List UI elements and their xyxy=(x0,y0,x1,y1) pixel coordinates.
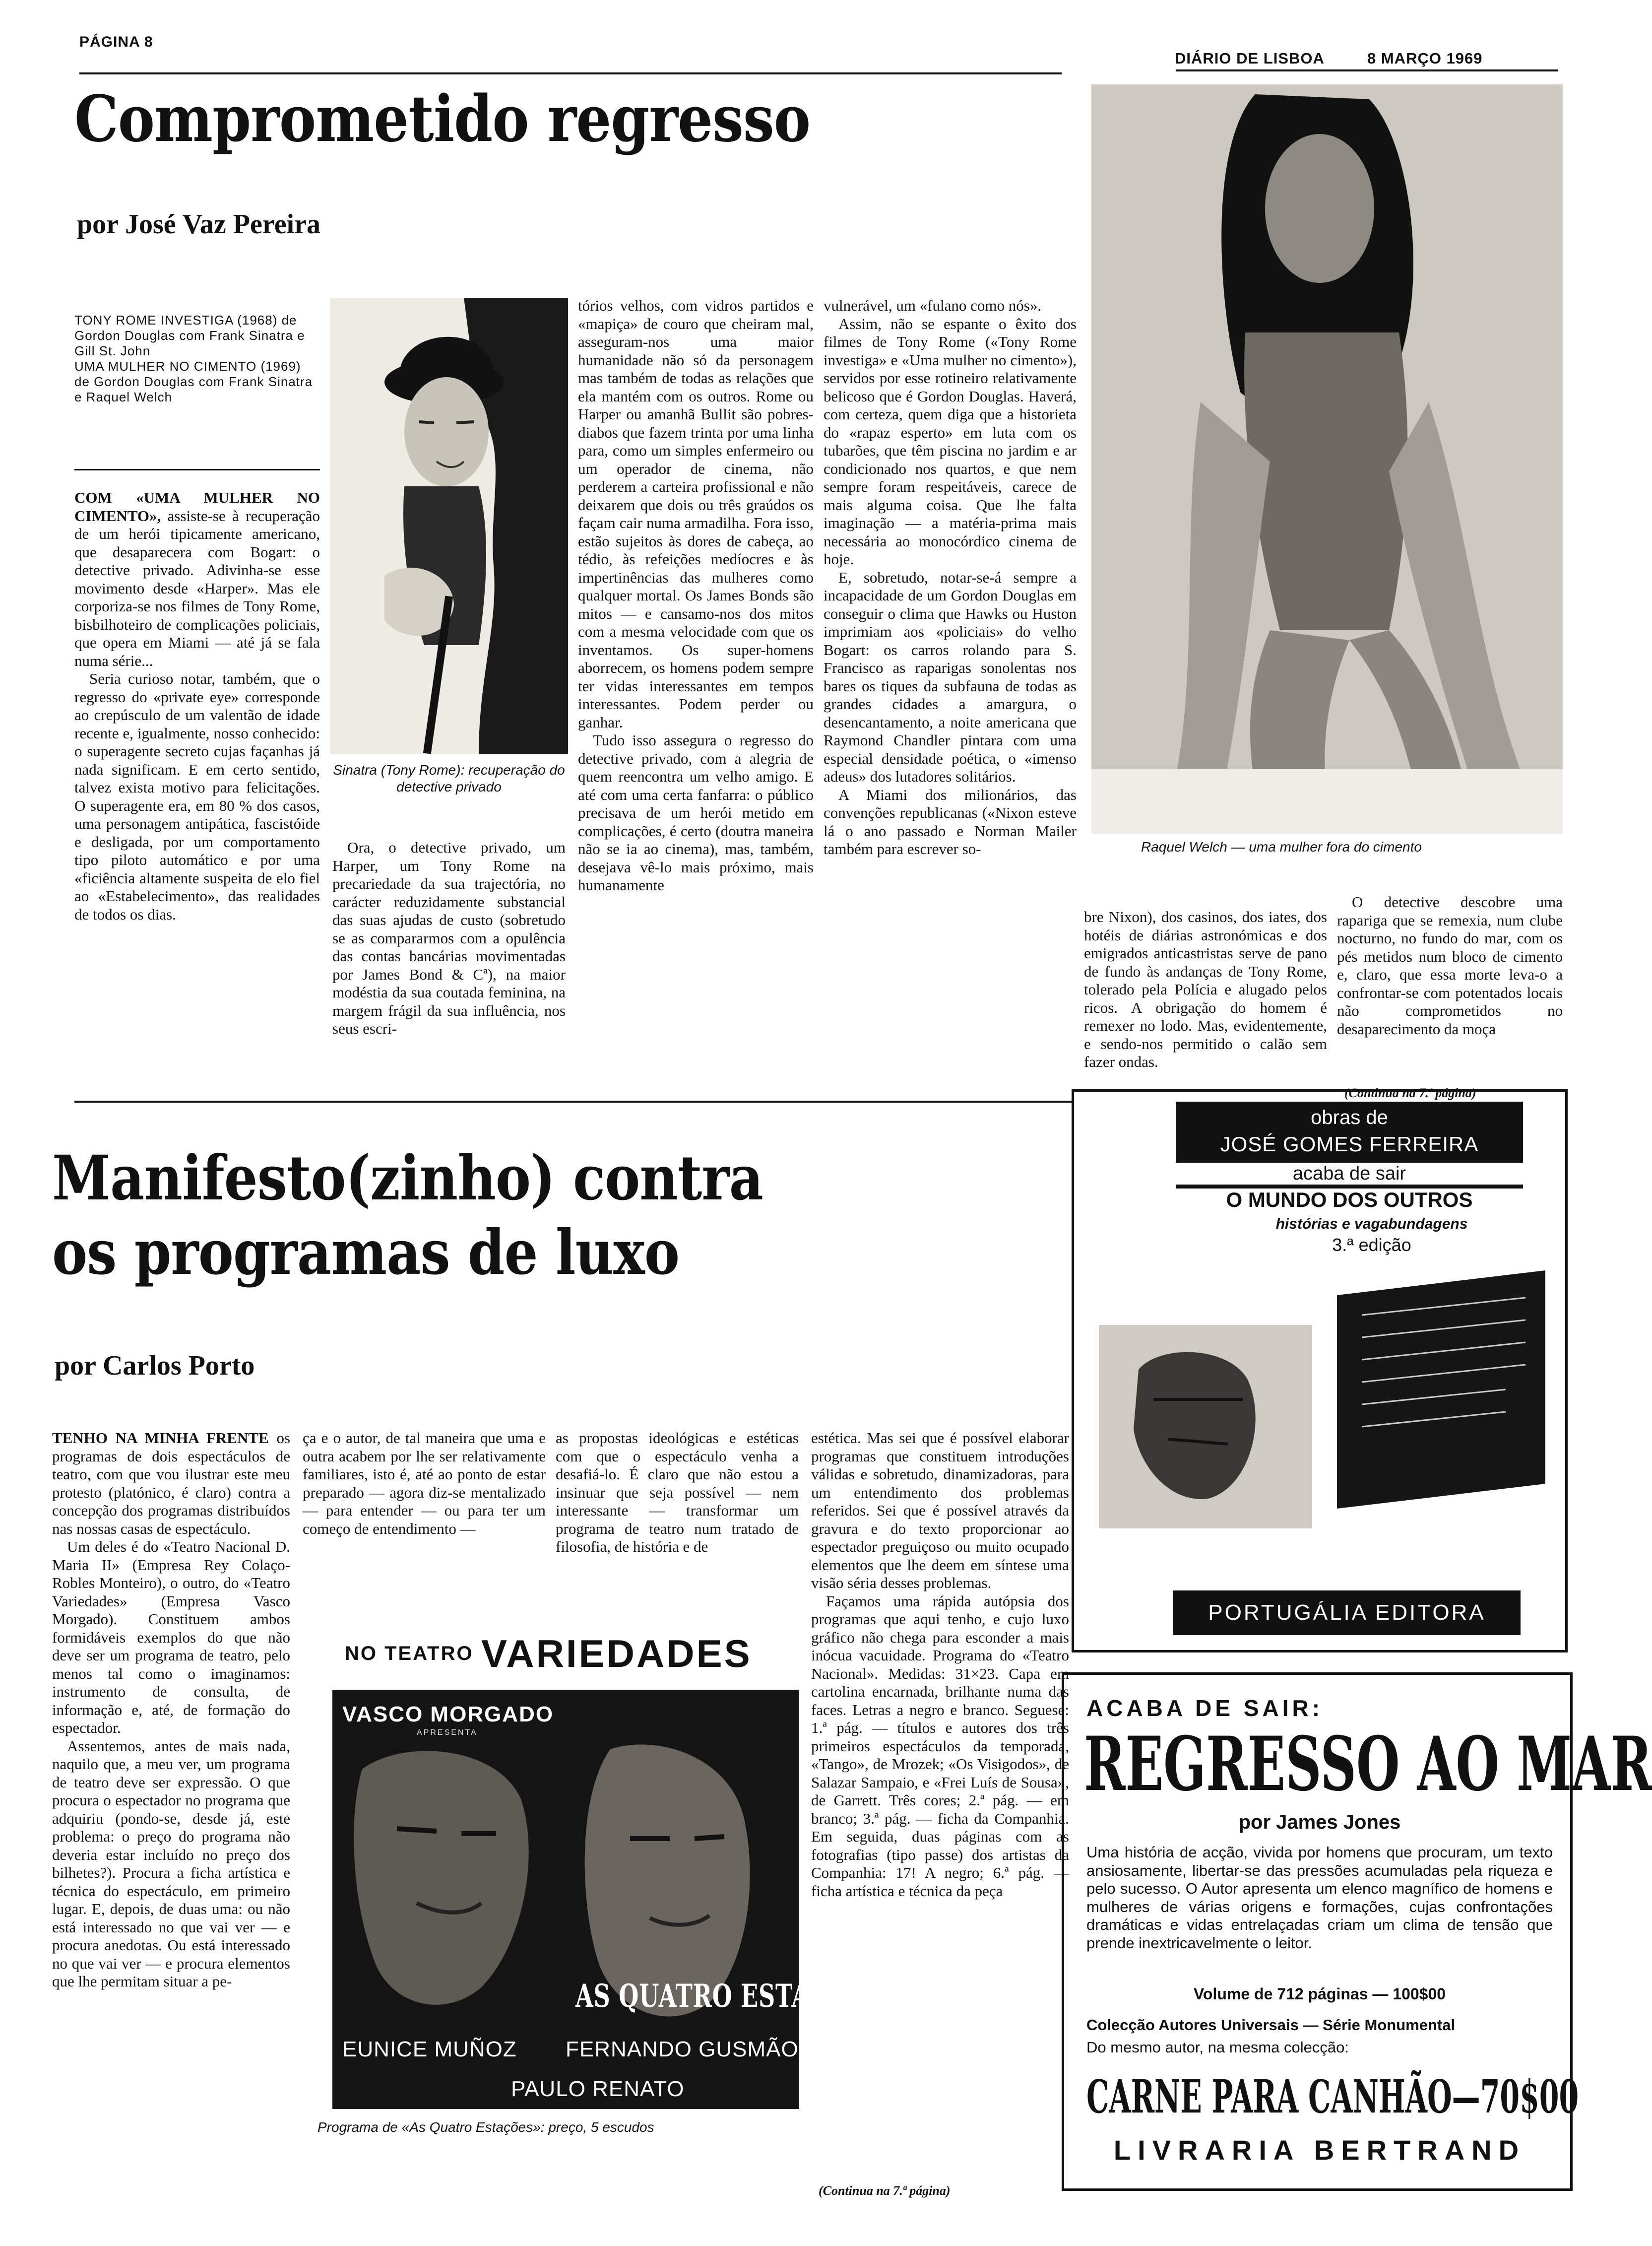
issue-date: 8 MARÇO 1969 xyxy=(1367,50,1483,67)
poster-producer: VASCO MORGADO xyxy=(342,1702,554,1726)
lead-in: COM «UMA MULHER NO CIMENTO», xyxy=(74,489,320,525)
article2-title xyxy=(52,1141,763,1290)
raquel-welch-caption: Raquel Welch — uma mulher fora do cimento xyxy=(1141,839,1422,855)
article2-byline: por Carlos Porto xyxy=(55,1350,255,1381)
paragraph: tórios velhos, com vidros partidos e «mapiça» de couro que cheiram mal, asseguram-nos uma maior humanidade não só da personagem mas também de todas as relações que ela mantém com os outros. Rome ou Harper ou amanhã Bullit são pobres-diabos que fazem trinta por uma linha para, como um simples enfermeiro ou um operador de cinema, não perderem a carteira profissional e não deixarem que dois ou três graúdos os façam cair numa armadilha. Fora isso, estão sujeitos às dores de cabeça, ao tédio, às refeições medíocres e às impertinências das mulheres como qualquer mortal. Os James Bonds são mitos — e cansamo-nos dos mitos com a mesma velocidade com que os inventamos. Os super-homens aborrecem, os homens podem sempre ter vidas interessantes em tempos interessantes. Podem perder ou ganhar. xyxy=(578,297,814,731)
film-credits xyxy=(74,313,318,405)
paragraph: O detective descobre uma rapariga que se remexia, num clube nocturno, no fundo do mar, com os pés metidos num bloco de cimento e, claro, que essa morte leva-o a confrontar-se com potentados locais não comprometidos no desaparecimento da moça xyxy=(1337,893,1563,1038)
article1-column-3 xyxy=(578,297,814,1104)
sinatra-photo-caption: Sinatra (Tony Rome): recuperação do detective privado xyxy=(333,762,565,794)
ad1-publisher: PORTUGÁLIA EDITORA xyxy=(1173,1590,1521,1635)
paragraph: Assentemos, antes de mais nada, naquilo que, a meu ver, um programa de teatro deve ser expressão. O que procura o espectador no programa que adquiriu (pondo-se, desde já, este problema: o preço do programa não deveria estar incluído no preço dos bilhetes?). Procura a ficha artística e técnica do espectáculo, em primeiro lugar. E, depois, de duas uma: ou não está interessado no que vai ver — e procura anedotas. Ou está interessado no que vai ver — e procura elementos que lhe permitam situar a pe- xyxy=(52,1737,290,1990)
poster-actor-3: PAULO RENATO xyxy=(511,2077,685,2101)
article2-title-line-1: Manifesto(zinho) contra xyxy=(52,1142,763,1214)
ad1-book-title: O MUNDO DOS OUTROS xyxy=(1176,1189,1523,1211)
paragraph: ça e o autor, de tal maneira que uma e outra acabem por lhe ser relativamente familiares, isto é, até ao ponto de estar preparado — agora diz-se mentalizado — para entender — ou para ter um começo de entendimento — xyxy=(303,1429,546,1537)
poster-actor-1: EUNICE MUÑOZ xyxy=(342,2037,517,2061)
lead-in: TENHO NA MINHA FRENTE xyxy=(52,1429,269,1447)
ad2-other-title: CARNE PARA CANHÃO xyxy=(1086,2070,1452,2123)
article1-byline: por José Vaz Pereira xyxy=(77,209,320,240)
poster-header-big: VARIEDADES xyxy=(481,1632,752,1675)
ad2-other-book xyxy=(1086,2069,1579,2124)
newspaper-name: DIÁRIO DE LISBOA xyxy=(1175,50,1325,67)
article1-column-2 xyxy=(332,839,566,1104)
article2-continuation: (Continua na 7.ª página) xyxy=(819,2183,951,2198)
poster-artwork xyxy=(332,1690,884,2109)
poster-presents: APRESENTA xyxy=(417,1728,478,1737)
credit-uma-mulher: UMA MULHER NO CIMENTO (1969) de Gordon Douglas com Frank Sinatra e Raquel Welch xyxy=(74,359,313,404)
article1-column-5 xyxy=(1084,908,1327,1104)
article1-column-4 xyxy=(824,297,1077,1104)
raquel-welch-photo xyxy=(1091,84,1563,834)
ad2-book-title: REGRESSO AO MAR xyxy=(1084,1720,1652,1808)
article2-column-4 xyxy=(811,1429,1069,2179)
ad2-other-price: —70$00 xyxy=(1452,2070,1579,2123)
paragraph: Façamos uma rápida autópsia dos programas que aqui tenho, e cujo luxo gráfico não chega para esconder a mais inócua vacuidade. Programa do «Teatro Nacional». Medidas: 31×23. Capa em cartolina encarnada, brilhante numa das faces. Letras a negro e branco. Seguese: 1.ª pág. — títulos e autores dos três primeiros espectáculos da temporada, «Tango», de Mrozek; «Os Visigodos», de Salazar Sampaio, e «Frei Luís de Sousa», de Garrett. Três cores; 2.ª pág. — em branco; 3.ª pág. — ficha da Companhia. Em seguida, duas páginas com as fotografias (tipo passe) dos artistas da Companhia: 17! A negro; 6.ª pág. — ficha artística e técnica da peça xyxy=(811,1592,1069,1900)
article1-continuation: (Continua na 7.ª página) xyxy=(1344,1086,1476,1100)
ad1-line1: obras de xyxy=(1311,1107,1388,1128)
paragraph: Ora, o detective privado, um Harper, um Tony Rome na precariedade da sua trajectória, no carácter reduzidamente substancial das suas ajudas de custo (sobretudo se as compararmos com a opulência das contas bancárias movimentadas por James Bond & Cª), na maior modéstia da sua coutada feminina, na margem frágil da sua influência, nos seus escri- xyxy=(332,839,566,1037)
ad1-edition: 3.ª edição xyxy=(1332,1235,1411,1255)
ad1-subtitle: histórias e vagabundagens xyxy=(1275,1216,1468,1232)
ad2-author: por James Jones xyxy=(1238,1811,1401,1833)
header-rule xyxy=(79,72,1062,74)
header-rule-right xyxy=(1176,69,1558,71)
article1-column-6 xyxy=(1337,893,1563,1087)
paragraph: Seria curioso notar, também, que o regresso do «private eye» corresponde ao crepúsculo de um valentão de idade recente e, igualmente, nosso conhecido: o superagente secreto cujas façanhas já nada significam. E em certo sentido, talvez exista motivo para felicitações. O superagente era, em 80 % dos casos, uma personagem antipática, fascistóide e desligada, por um comportamento tipo piloto automático e por uma «ficiência altamente suspeita de elo fiel ao «Estabelecimento», das realidades de todos os dias. xyxy=(74,670,320,923)
article1-column-1 xyxy=(74,489,320,1104)
ad1-line2: acaba de sair xyxy=(1176,1163,1523,1185)
raquel-welch-photo-illustration xyxy=(1091,84,1563,834)
ad2-kicker: ACABA DE SAIR: xyxy=(1086,1695,1324,1721)
paragraph: Tudo isso assegura o regresso do detective privado, com a alegria de quem reencontra um velho amigo. E até com uma certa fanfarra: o público precisava de um herói metido em complicações, é certo (doutra maneira não se ia ao cinema), mas, também, desejava vê-lo mais próximo, mais humanamente xyxy=(578,731,814,894)
paragraph: Assim, não se espante o êxito dos filmes de Tony Rome («Tony Rome investiga» e «Uma mulher no cimento»), servidos por esse rotineiro relativamente belicoso que é Gordon Douglas. Haverá, com certeza, quem diga que a historieta do «rapaz esperto» em luta com os tubarões, que têm piscina no jardim e ar condicionado nos quartos, e que nem sempre foram respeitáveis, carece de mais alguma coisa. Que lhe falta imaginação — a matéria-prima mais necessária ao monocórdico cinema de hoje. xyxy=(824,315,1077,568)
paragraph: assiste-se à recuperação de um herói tipicamente americano, que desaparecera com Bogart: o detective privado. Adivinha-se esse movimento desde «Harper». Mas ele corporiza-se nos filmes de Tony Rome, bisbilhoteiro de complicações policiais, que opera em Miami — até já se fala numa série... xyxy=(74,507,320,669)
article-divider xyxy=(74,1101,1072,1103)
theatre-poster xyxy=(327,1632,884,2109)
paragraph: A Miami dos milionários, das convenções republicanas («Nixon esteve lá o ano passado e Norman Mailer também para escrever so- xyxy=(824,786,1077,858)
ad2-description: Uma história de acção, vivida por homens que procuram, um texto ansiosamente, libertar-se das pressões acumuladas pela riqueza e pelo sucesso. O Autor apresenta um elenco magnífico de homens e mulheres de várias origens e formações, cujas confrontações dramáticas e vidas entrelaçadas criam um clima de tensão que prende inextricavelmente o leitor. xyxy=(1086,1844,1553,1952)
paragraph: estética. Mas sei que é possível elaborar programas que constituem introduções válidas e sobretudo, dinamizadoras, para um entendimento dos problemas referidos. Sei que é possível através da gravura e do texto proporcionar ao espectador preguiçoso ou muito ocupado elementos que lhe deem em síntese uma visão séria desses problemas. xyxy=(811,1429,1069,1591)
article2-column-1 xyxy=(52,1429,290,2183)
ad2-collection: Colecção Autores Universais — Série Monumental xyxy=(1086,2016,1456,2034)
paragraph: vulnerável, um «fulano como nós». xyxy=(824,297,1042,314)
paragraph: bre Nixon), dos casinos, dos iates, dos hotéis de diárias astronómicas e dos emigrados anticastristas serve de pano de fundo às andanças de Tony Rome, tolerado pela Polícia e alugado pelos ricos. A obrigação do homem é remexer no lodo. Mas, evidentemente, e sendo-nos permitido o calão sem fazer ondas. xyxy=(1084,908,1327,1070)
ad2-publisher: LIVRARIA BERTRAND xyxy=(1113,2134,1526,2166)
paragraph: E, sobretudo, notar-se-á sempre a incapacidade de um Gordon Douglas em conseguir o clima que Hawks ou Huston imprimiam aos «policiais» do velho Bogart: os carros rolando para S. Francisco as raparigas sonolentas nos bares os tiques da subfauna de todas as grandes cidades a amargura, o desencantamento, a noite americana que Raymond Chandler pintara com uma especial densidade poética, o «imenso adeus» dos lutadores solitários. xyxy=(824,568,1077,785)
ad-portugalia xyxy=(1072,1089,1568,1652)
poster-caption: Programa de «As Quatro Estações»: preço, 5 escudos xyxy=(318,2119,654,2135)
sinatra-photo-illustration xyxy=(330,298,568,754)
sinatra-photo xyxy=(330,298,568,754)
poster-actor-2: FERNANDO GUSMÃO xyxy=(566,2037,799,2061)
ad-bertrand xyxy=(1062,1672,1652,2191)
paragraph: Um deles é do «Teatro Nacional D. Maria II» (Empresa Rey Colaço-Robles Monteiro), o outro, do «Teatro Variedades» (Empresa Vasco Morgado). Constituem ambos formidáveis exemplos do que não deve ser um programa de teatro, pelo menos tal como o imaginamos: instrumento de consulta, de informação e, até, de formação do espectador. xyxy=(52,1538,290,1736)
ad2-same-author: Do mesmo autor, na mesma colecção: xyxy=(1086,2039,1349,2056)
poster-header-small: NO TEATRO xyxy=(345,1643,474,1664)
article2-column-2 xyxy=(303,1429,546,1608)
article2-column-3 xyxy=(556,1429,799,1608)
ad1-author: JOSÉ GOMES FERREIRA xyxy=(1220,1132,1479,1156)
ad1-book-illustration xyxy=(1079,1251,1565,1533)
ad2-volume: Volume de 712 páginas — 100$00 xyxy=(1193,1985,1446,2003)
paragraph: as propostas ideológicas e estéticas com que o espectáculo venha a desafiá-lo. É claro que não estou a insinuar que seja possível — nem interessante — transformar um programa de teatro num tratado de filosofia, de história e de xyxy=(556,1429,799,1555)
paragraph: os programas de dois espectáculos de teatro, com que vou ilustrar este meu protesto (platónico, é claro) contra a concepção dos programas distribuídos nas nossas casas de espectáculo. xyxy=(52,1429,291,1537)
poster-play-title: AS QUATRO ESTAÇÕES xyxy=(575,1978,884,2015)
page-number: PÁGINA 8 xyxy=(79,34,153,50)
credit-tony-rome: TONY ROME INVESTIGA (1968) de Gordon Douglas com Frank Sinatra e Gill St. John xyxy=(74,313,305,358)
article1-title: Comprometido regresso xyxy=(74,82,811,156)
credits-rule xyxy=(74,469,320,470)
article2-title-line-2: os programas de luxo xyxy=(52,1217,680,1289)
